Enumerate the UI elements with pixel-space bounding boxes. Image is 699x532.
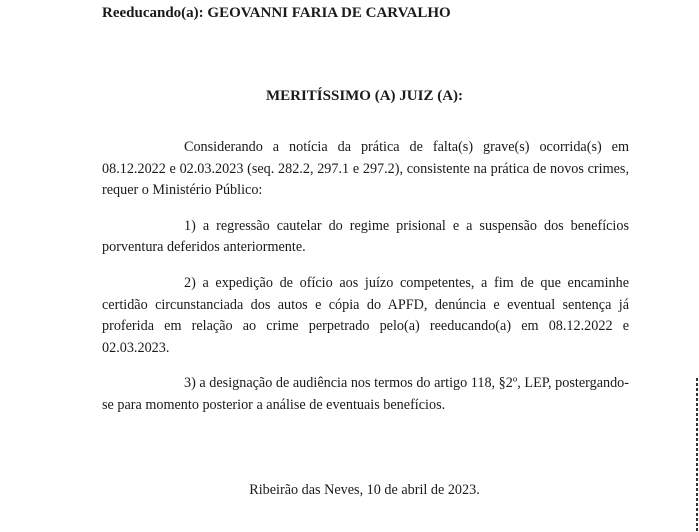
request-item-3: 3) a designação de audiência nos termos do artigo 118, §2º, LEP, postergando-se para momento posterior a análise de eventuais benefícios.	[102, 375, 629, 413]
closing-place-date: Ribeirão das Neves, 10 de abril de 2023.	[249, 482, 480, 498]
inmate-label: Reeducando(a):	[102, 5, 204, 21]
document-body	[102, 137, 629, 431]
inmate-header	[102, 5, 451, 22]
request-item-1: 1) a regressão cautelar do regime prisional e a suspensão dos benefícios porventura deferidos anteriormente.	[102, 217, 629, 256]
intro-paragraph: Considerando a notícia da prática de falta(s) grave(s) ocorrida(s) em 08.12.2022 e 02.03.2023 (seq. 282.2, 297.1 e 297.2), consistente na prática de novos crimes, requer o Ministério Público:	[102, 139, 629, 199]
salutation: MERITÍSSIMO (A) JUIZ (A):	[265, 88, 464, 104]
inmate-name: GEOVANNI FARIA DE CARVALHO	[207, 5, 451, 21]
request-item-2: 2) a expedição de ofício aos juízo competentes, a fim de que encaminhe certidão circunstanciada dos autos e cópia do APFD, denúncia e eventual sentença já proferida em relação ao crime perpetrado pelo(a) reeducando(a) em 08.12.2022 e 02.03.2023.	[102, 274, 629, 356]
page-edge-mark	[696, 378, 698, 532]
